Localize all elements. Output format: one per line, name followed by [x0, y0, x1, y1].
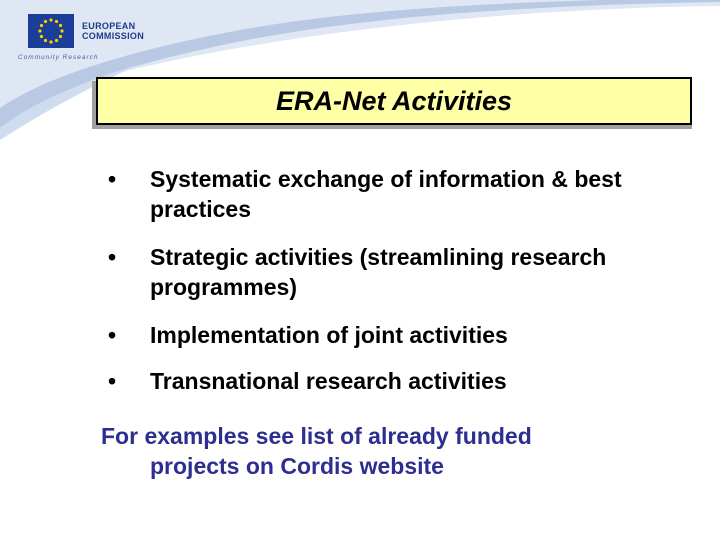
european-commission-logo [28, 14, 144, 48]
eu-flag-icon [28, 14, 74, 48]
bullet-item [100, 366, 700, 396]
bullet-list [100, 164, 700, 396]
logo-text [82, 21, 144, 41]
title-box [96, 77, 692, 125]
bullet-item [100, 242, 700, 302]
logo-line-commission: COMMISSION [82, 31, 145, 41]
bullet-text: Systematic exchange of information & best practices [150, 166, 622, 222]
bullet-text: Transnational research activities [150, 368, 507, 394]
footer-line-1: For examples see list of already funded [101, 423, 532, 449]
bullet-text: Strategic activities (streamlining research programmes) [150, 244, 607, 300]
bullet-marker: • [108, 244, 117, 270]
bullet-item [100, 320, 700, 350]
slide-title: ERA-Net Activities [275, 85, 513, 116]
bullet-marker: • [108, 166, 117, 192]
footer-note [101, 421, 691, 481]
bullet-text: Implementation of joint activities [150, 322, 508, 348]
bullet-marker: • [108, 368, 117, 394]
bullet-item [100, 164, 700, 224]
logo-subtitle: Community Research [18, 54, 99, 61]
footer-line-2: projects on Cordis website [150, 453, 444, 479]
logo-line-european: EUROPEAN [82, 21, 136, 31]
bullet-marker: • [108, 322, 117, 348]
